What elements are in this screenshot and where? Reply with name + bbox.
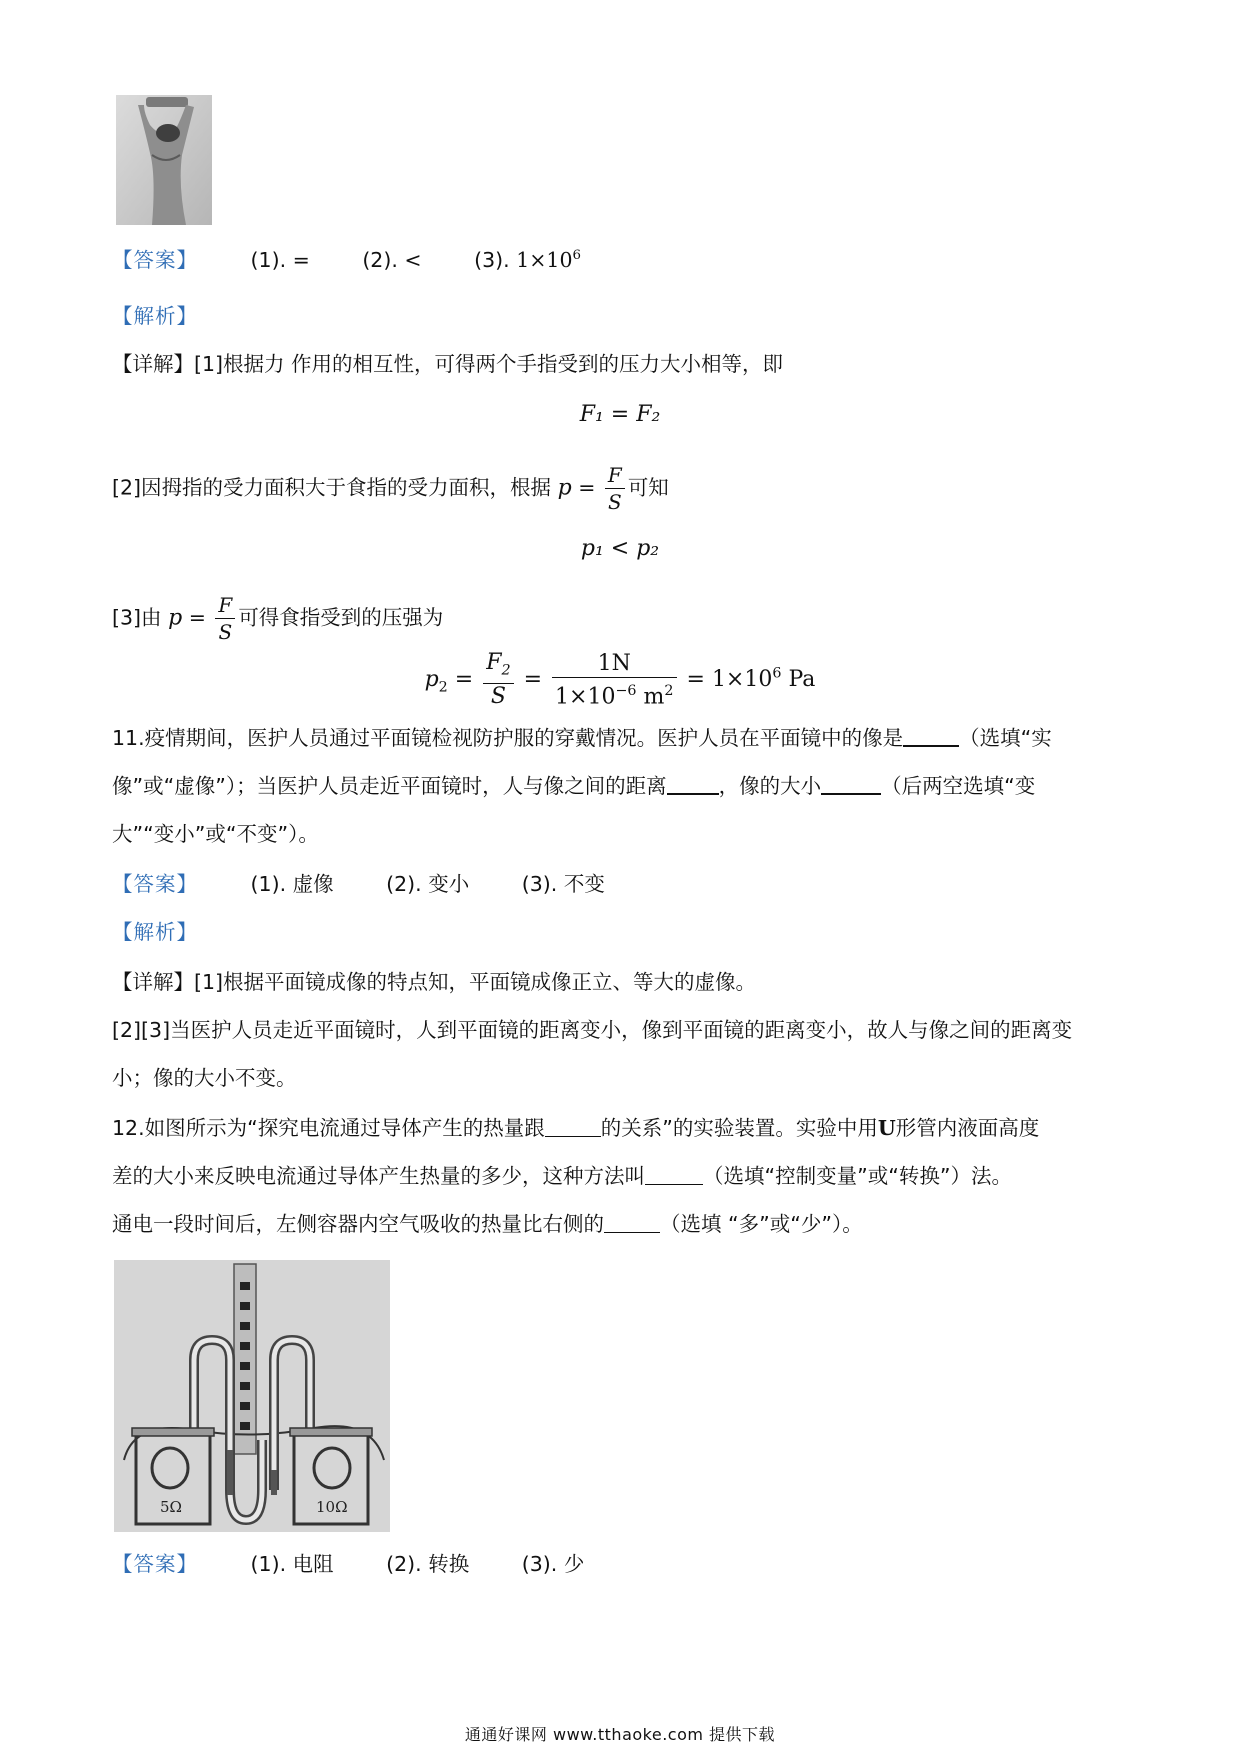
q10-answer-row bbox=[112, 232, 1128, 284]
q10-equation-1: F₁ = F₂ bbox=[579, 402, 661, 427]
q11-analysis-tag: 【解析】 bbox=[112, 920, 198, 944]
q11-question-line-2: 像”或“虚像”）；当医护人员走近平面镜时，人与像之间的距离 ，像的大小 （后两空选填“变 bbox=[112, 762, 1128, 810]
q11-detail-2b: 小；像的大小不变。 bbox=[112, 1066, 297, 1090]
u-tube-apparatus-photo bbox=[114, 1260, 390, 1532]
blank[interactable] bbox=[667, 771, 719, 795]
blank[interactable] bbox=[645, 1162, 703, 1185]
answer-tag: 【答案】 bbox=[112, 247, 198, 272]
q12-question-line-2: 差的大小来反映电流通过导体产生热量的多少，这种方法叫 （选填“控制变量”或“转换”）法。 bbox=[112, 1164, 1012, 1188]
resistor-left-label: 5Ω bbox=[160, 1498, 182, 1516]
blank[interactable] bbox=[903, 723, 959, 747]
resistor-right-label: 10Ω bbox=[316, 1498, 348, 1516]
q10-equation-3: $p_2$ = $\frac{F_2}{S}$ = $\frac{1N}{1\times 10^{-6} m^2}$ = $1\times 10^6$ Pa bbox=[424, 650, 816, 710]
q10-detail-2: [2]因拇指的受力面积大于食指的受力面积，根据 p = $\frac{F}{S}$ 可知 bbox=[112, 463, 669, 514]
blank[interactable] bbox=[545, 1114, 601, 1137]
page-footer: 通通好课网 www.tthaoke.com 提供下载 bbox=[464, 1725, 776, 1744]
q10-analysis-tag: 【解析】 bbox=[112, 304, 198, 328]
hand-pencil-photo bbox=[116, 95, 212, 225]
q12-question-line-1: 12.如图所示为“探究电流通过导体产生的热量跟 的关系”的实验装置。实验中用U形管内液面高度 bbox=[112, 1116, 1040, 1140]
q11-detail-2: [2][3]当医护人员走近平面镜时，人到平面镜的距离变小，像到平面镜的距离变小，故人与像之间的距离变 bbox=[112, 1018, 1073, 1042]
q10-detail-1: 【详解】[1]根据力 作用的相互性，可得两个手指受到的压力大小相等，即 bbox=[112, 352, 784, 376]
q12-question-line-3: 通电一段时间后，左侧容器内空气吸收的热量比右侧的 （选填 “多”或“少”）。 bbox=[112, 1212, 863, 1236]
q11-question-line-3: 大”“变小”或“不变”）。 bbox=[112, 822, 319, 846]
q11-question-line-1: 11.疫情期间，医护人员通过平面镜检视防护服的穿戴情况。医护人员在平面镜中的像是 （选填“实 bbox=[112, 714, 1128, 762]
q11-detail-1: 【详解】[1]根据平面镜成像的特点知，平面镜成像正立、等大的虚像。 bbox=[112, 970, 757, 994]
q11-answer-row: 【答案】 (1). 虚像 (2). 变小 (3). 不变 bbox=[112, 872, 605, 896]
blank[interactable] bbox=[604, 1210, 660, 1233]
q10-equation-2: p₁ < p₂ bbox=[580, 536, 660, 561]
blank[interactable] bbox=[821, 771, 881, 795]
q12-answer-row: 【答案】 (1). 电阻 (2). 转换 (3). 少 bbox=[112, 1552, 585, 1576]
q10-answer-3: (3). $1\times 10^6$ bbox=[474, 247, 581, 272]
q10-detail-3: [3]由 p = $\frac{F}{S}$ 可得食指受到的压强为 bbox=[112, 593, 444, 644]
q10-answer-2: (2). < bbox=[362, 247, 422, 272]
q10-answer-1: (1). = bbox=[250, 247, 310, 272]
